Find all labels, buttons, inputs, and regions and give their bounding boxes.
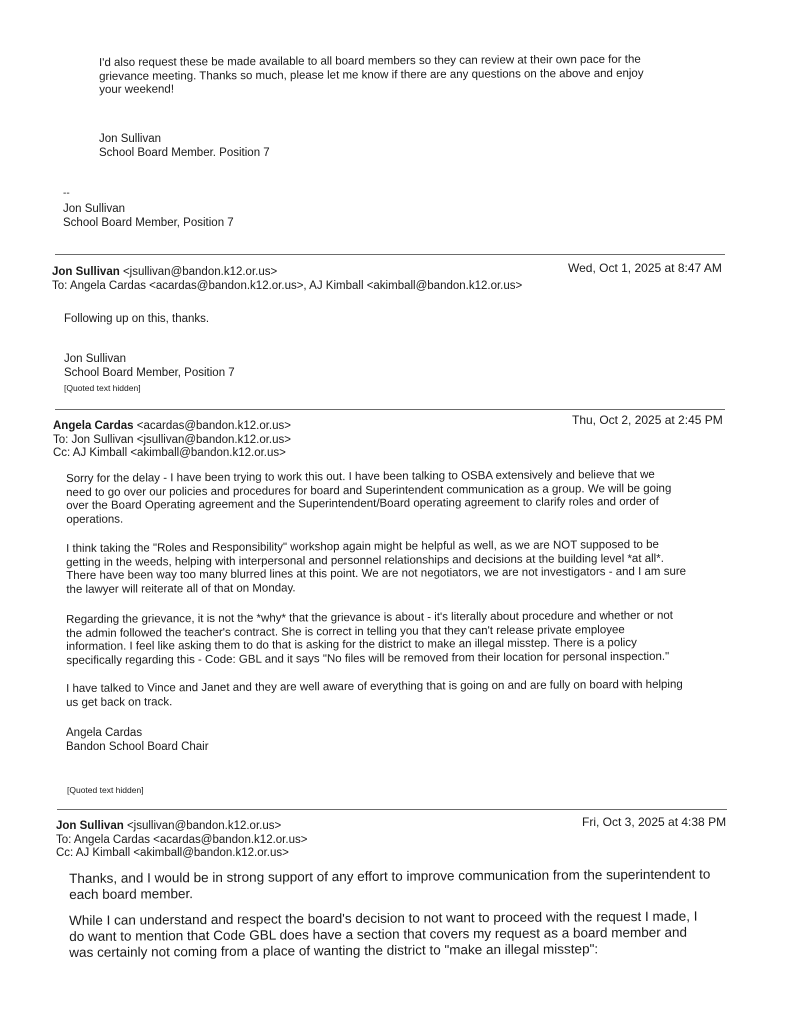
email2-date: Thu, Oct 2, 2025 at 2:45 PM	[572, 413, 723, 427]
body-line: getting in the weeds, helping with interpersonal and personnel relationships and decisions at the building level *at all*.	[66, 552, 664, 569]
email2-paragraph-4	[66, 679, 683, 710]
body-line: Regarding the grievance, it is not the *why* that the grievance is about - it's literally about procedure and whether or not	[66, 609, 674, 626]
signature-title: Bandon School Board Chair	[66, 740, 209, 753]
email2-paragraph-2	[66, 539, 686, 597]
signature-dash: --	[63, 188, 70, 199]
email3-paragraph-1	[69, 867, 711, 903]
body-line: each board member.	[69, 886, 194, 902]
signature-title: School Board Member, Position 7	[63, 216, 234, 229]
intro-signature	[99, 133, 270, 160]
email2-quoted-hidden[interactable]: [Quoted text hidden]	[67, 785, 144, 795]
intro-signature-2	[63, 203, 234, 230]
sender-address: <acardas@bandon.k12.or.us>	[136, 420, 291, 432]
email2-signature	[66, 727, 209, 754]
email1-date: Wed, Oct 1, 2025 at 8:47 AM	[568, 261, 722, 275]
body-line: information. I feel like asking them to do that is asking for the district to make an illegal misstep. There is a policy	[66, 637, 637, 653]
email-divider	[55, 254, 725, 255]
email3-date: Fri, Oct 3, 2025 at 4:38 PM	[582, 815, 727, 829]
email-divider	[57, 809, 727, 810]
sender-name: Jon Sullivan	[56, 820, 124, 832]
recipient-line: To: Jon Sullivan <jsullivan@bandon.k12.or.us>	[53, 433, 291, 446]
body-line: I have talked to Vince and Janet and they are well aware of everything that is going on and are fully on board with helping	[66, 678, 683, 695]
sender-line	[52, 266, 522, 280]
body-line: the lawyer will reiterate all of that on Monday.	[66, 581, 296, 596]
recipient-line: To: Angela Cardas <acardas@bandon.k12.or.us>	[56, 833, 308, 846]
body-line: was certainly not coming from a place of wanting the district to "make an illegal misstep":	[69, 941, 599, 960]
body-line: While I can understand and respect the board's decision to not want to proceed with the request I made, I	[69, 908, 698, 928]
signature-name: Jon Sullivan	[64, 353, 127, 365]
body-line: There have been way too many blurred lines at this point. We are not negotiators, we are not investigators - and I am sure	[66, 565, 687, 582]
sender-address: <jsullivan@bandon.k12.or.us>	[126, 820, 282, 832]
cc-line: Cc: AJ Kimball <akimball@bandon.k12.or.us>	[56, 847, 289, 859]
body-line: I think taking the "Roles and Responsibility" workshop again might be helpful as well, as we are NOT supposed to be	[66, 538, 659, 555]
email-divider	[55, 409, 725, 410]
email1-body: Following up on this, thanks.	[64, 313, 210, 325]
sender-name: Angela Cardas	[53, 420, 134, 432]
sender-line	[56, 820, 307, 834]
intro-line: I'd also request these be made available to all board members so they can review at their own pace for the	[99, 53, 641, 69]
email1-header	[52, 266, 522, 293]
signature-title: School Board Member. Position 7	[99, 146, 270, 159]
body-line: specifically regarding this - Code: GBL and it says "No files will be removed from their location for personal inspection."	[66, 650, 670, 667]
body-line: operations.	[66, 513, 124, 526]
body-line: the admin followed the teacher's contract. She is correct in telling you that they can't release private employee	[66, 623, 625, 640]
email2-header	[53, 420, 291, 461]
sender-line	[53, 420, 291, 434]
signature-name: Jon Sullivan	[99, 133, 162, 145]
intro-line: your weekend!	[99, 83, 175, 96]
recipient-line: To: Angela Cardas <acardas@bandon.k12.or.us>, AJ Kimball <akimball@bandon.k12.or.us>	[52, 279, 523, 292]
signature-title: School Board Member, Position 7	[64, 366, 235, 379]
signature-name: Jon Sullivan	[63, 203, 126, 215]
intro-line: grievance meeting. Thanks so much, please let me know if there are any questions on the above and enjoy	[99, 67, 644, 83]
body-line: need to go over our policies and procedures for board and Superintendent communication as a group. We will be going	[66, 482, 672, 499]
body-line: Thanks, and I would be in strong support of any effort to improve communication from the superintendent to	[69, 866, 711, 886]
body-line: us get back on track.	[66, 695, 173, 709]
email2-paragraph-1	[66, 469, 672, 527]
sender-name: Jon Sullivan	[52, 266, 120, 278]
intro-paragraph	[99, 54, 644, 98]
email3-header	[56, 820, 307, 861]
sender-address: <jsullivan@bandon.k12.or.us>	[122, 266, 278, 278]
body-line: Sorry for the delay - I have been trying to work this out. I have been talking to OSBA extensively and believe that we	[66, 468, 655, 485]
email2-paragraph-3	[66, 610, 673, 668]
email1-quoted-hidden[interactable]: [Quoted text hidden]	[64, 383, 141, 393]
body-line: do want to mention that Code GBL does have a section that covers my request as a board member and	[69, 924, 688, 944]
email3-paragraph-2	[69, 909, 698, 961]
signature-name: Angela Cardas	[66, 727, 143, 739]
body-line: over the Board Operating agreement and the Superintendent/Board operating agreement to clarify roles and order of	[66, 495, 659, 512]
email1-signature	[64, 353, 235, 380]
cc-line: Cc: AJ Kimball <akimball@bandon.k12.or.us>	[53, 447, 286, 459]
